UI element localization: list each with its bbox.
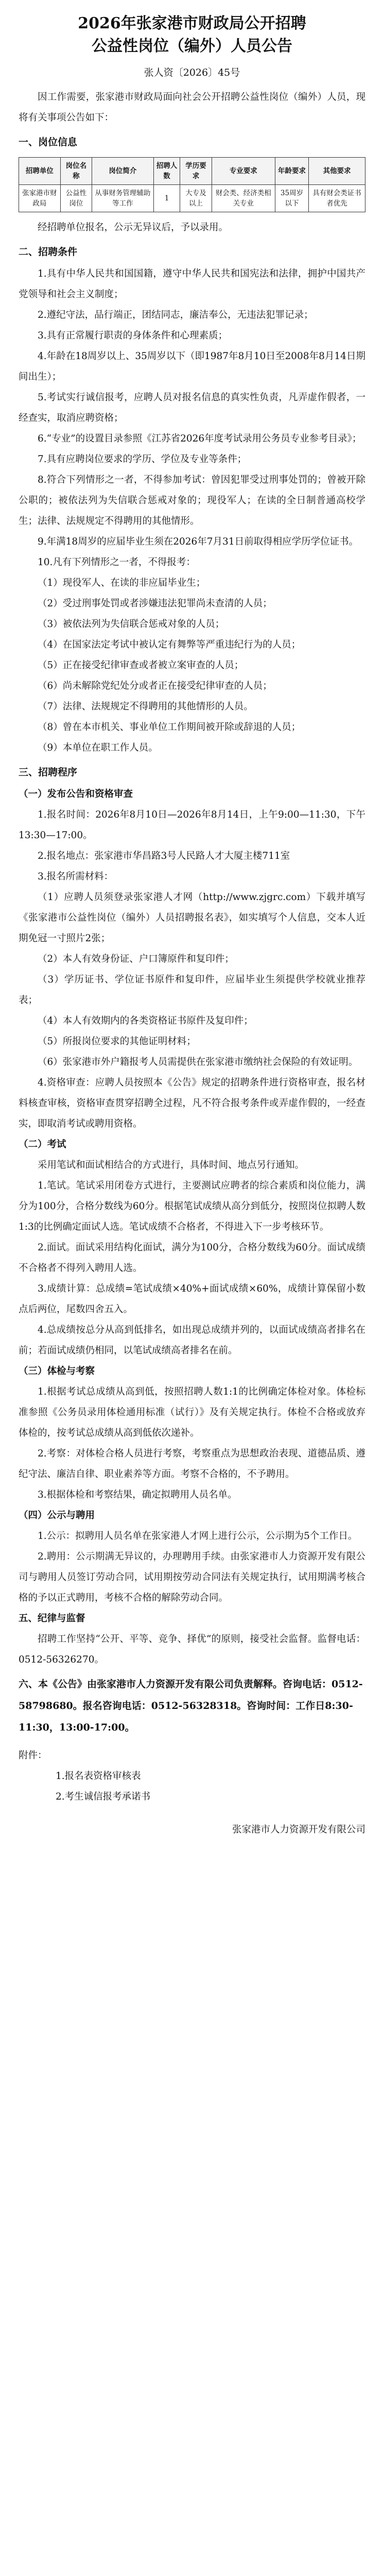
signature: 张家港市人力资源开发有限公司 — [232, 1824, 365, 1835]
subsection-heading: 五、纪律与监督 — [19, 1613, 85, 1624]
body-paragraph: （5）正在接受纪律审查或者被立案审查的人员； — [38, 660, 244, 671]
body-paragraph: 3.根据体检和考察结果，确定拟聘用人员名单。 — [38, 1489, 237, 1500]
table-cell: 张家港市财政局 — [19, 185, 61, 212]
attachments-label: 附件： — [19, 1750, 47, 1761]
body-paragraph: 2.考察：对体检合格人员进行考察，考察重点为思想政治表现、道德品质、遵纪守法、廉洁自律、职业素养等方面。考察不合格的，不予聘用。 — [19, 1448, 365, 1480]
body-paragraph: （2）本人有效身份证、户口簿原件和复印件； — [38, 954, 234, 964]
table-header-cell: 岗位简介 — [92, 158, 154, 185]
body-paragraph: 2.聘用：公示期满无异议的，办理聘用手续。由张家港市人力资源开发有限公司与聘用人员签订劳动合同，试用期按劳动合同法有关规定执行，试用期满考核合格的予以正式聘用，考核不合格的解除劳动合同。 — [19, 1551, 365, 1603]
subsection-heading: （四）公示与聘用 — [19, 1510, 95, 1521]
body-paragraph: 5.考试实行诚信报考，应聘人员对报名信息的真实性负责，凡弄虚作假者，一经查实，取消应聘资格； — [19, 392, 365, 423]
attachment-item: 1.报名表资格审核表 — [56, 1771, 141, 1782]
table-header-cell: 专业要求 — [212, 158, 275, 185]
body-paragraph: 4.总成绩按总分从高到低排名，如出现总成绩并列的，以面试成绩高者排名在前；若面试成绩仍相同，以笔试成绩高者排名在前。 — [19, 1325, 365, 1356]
title-line-1: 2026年张家港市财政局公开招聘 — [78, 14, 306, 32]
body-paragraph: （2）受过刑事处罚或者涉嫌违法犯罪尚未查清的人员； — [38, 598, 272, 609]
table-header-cell: 招聘人数 — [153, 158, 180, 185]
announcement-page — [19, 12, 365, 1840]
table-cell: 公益性岗位 — [60, 185, 92, 212]
subsection-heading: （一）发布公告和资格审查 — [19, 789, 133, 800]
section-heading: 一、岗位信息 — [19, 137, 78, 148]
body-paragraph: 招聘工作坚持“公开、平等、竞争、择优”的原则，接受社会监督。监督电话：0512-56326270。 — [19, 1634, 365, 1665]
body-paragraph: （5）所报岗位要求的其他证明材料； — [38, 1036, 196, 1047]
body-paragraph: 4.年龄在18周岁以上、35周岁以下（即1987年8月10日至2008年8月14日期间出生）； — [19, 351, 365, 382]
body-paragraph: （1）现役军人、在读的非应届毕业生； — [38, 578, 206, 588]
table-cell: 具有财会类证书者优先 — [309, 185, 365, 212]
attachment-item: 2.考生诚信报考承诺书 — [56, 1791, 151, 1802]
body-paragraph: 2.遵纪守法，品行端正，团结同志，廉洁奉公，无违法犯罪记录； — [38, 310, 313, 320]
table-cell: 从事财务管理辅助等工作 — [92, 185, 154, 212]
body-paragraph: （3）学历证书、学位证书原件和复印件，应届毕业生须提供学校就业推荐表； — [19, 974, 365, 1006]
attachments — [19, 1745, 365, 1807]
table-cell: 1 — [153, 185, 180, 212]
table-header-cell: 学历要求 — [180, 158, 212, 185]
table-cell: 财会类、经济类相关专业 — [212, 185, 275, 212]
table-header-cell: 岗位名称 — [60, 158, 92, 185]
section-heading: 二、招聘条件 — [19, 246, 78, 258]
body-paragraph: 采用笔试和面试相结合的方式进行，具体时间、地点另行通知。 — [38, 1160, 305, 1171]
attachment-list — [19, 1766, 365, 1807]
positions-table — [19, 157, 365, 212]
table-header-cell: 招聘单位 — [19, 158, 61, 185]
sections-container — [19, 131, 365, 1738]
body-paragraph: 8.符合下列情形之一者，不得参加考试：曾因犯罪受过刑事处罚的；曾被开除公职的；被依法列为失信联合惩戒对象的；现役军人；在读的全日制普通高校学生；法律、法规规定不得聘用的其他情形。 — [19, 474, 365, 527]
body-paragraph: 7.具有应聘岗位要求的学历、学位及专业等条件； — [38, 454, 247, 465]
table-header-row — [19, 158, 365, 185]
subsection-heading: （二）考试 — [19, 1139, 66, 1150]
section-heading: 三、招聘程序 — [19, 767, 78, 778]
title-line-2: 公益性岗位（编外）人员公告 — [92, 37, 292, 55]
table-row — [19, 185, 365, 212]
table-cell: 35周岁以下 — [275, 185, 309, 212]
body-paragraph: 1.具有中华人民共和国国籍，遵守中华人民共和国宪法和法律，拥护中国共产党领导和社会主义制度； — [19, 268, 365, 300]
body-paragraph: 2.报名地点：张家港市华昌路3号人民路人才大厦主楼711室 — [38, 851, 290, 861]
body-paragraph: 3.具有正常履行职责的身体条件和心理素质； — [38, 330, 228, 341]
body-paragraph: （4）本人有效期内的各类资格证书原件及复印件； — [38, 1015, 253, 1026]
body-paragraph: 1.报名时间：2026年8月10日—2026年8月14日，上午9:00—11:30，下午13:30—17:00。 — [19, 809, 365, 841]
body-paragraph: （6）张家港市外户籍报考人员需提供在张家港市缴纳社会保险的有效证明。 — [38, 1057, 358, 1067]
body-paragraph: 9.年满18周岁的应届毕业生须在2026年7月31日前取得相应学历学位证书。 — [38, 536, 359, 547]
body-paragraph: 经招聘单位报名，公示无异议后，予以录用。 — [38, 222, 229, 233]
body-paragraph: 2.面试。面试采用结构化面试，满分为100分，合格分数线为60分。面试成绩不合格者不得列入聘用人选。 — [19, 1242, 365, 1274]
body-paragraph: （6）尚未解除党纪处分或者正在接受纪律审查的人员； — [38, 681, 272, 691]
doc-number: 张人资〔2026〕45号 — [144, 67, 240, 78]
table-header-cell: 年龄要求 — [275, 158, 309, 185]
body-paragraph: 3.成绩计算：总成绩=笔试成绩×40%+面试成绩×60%，成绩计算保留小数点后两位，尾数四舍五入。 — [19, 1283, 365, 1315]
body-paragraph: （7）法律、法规规定不得聘用的其他情形的人员。 — [38, 701, 253, 712]
section-heading: 六、本《公告》由张家港市人力资源开发有限公司负责解释。咨询电话：0512-58798680。报名咨询电话：0512-56328318。咨询时间：工作日8:30-11:30，13:00-17:00。 — [19, 1679, 363, 1733]
table-cell: 大专及以上 — [180, 185, 212, 212]
body-paragraph: （8）曾在本市机关、事业单位工作期间被开除或辞退的人员； — [38, 722, 301, 733]
body-paragraph: 1.根据考试总成绩从高到低，按照招聘人数1:1的比例确定体检对象。体检标准参照《公务员录用体检通用标准（试行）》及有关规定执行。体检不合格或放弃体检的，按考试总成绩从高到低依次递补。 — [19, 1386, 365, 1438]
table-header-cell: 其他要求 — [309, 158, 365, 185]
body-paragraph: （4）在国家法定考试中被认定有舞弊等严重违纪行为的人员； — [38, 639, 301, 650]
intro-paragraph: 因工作需要，张家港市财政局面向社会公开招聘公益性岗位（编外）人员，现将有关事项公告如下： — [19, 92, 365, 123]
body-paragraph: 3.报名所需材料： — [38, 871, 114, 882]
body-paragraph: 6.“专业”的设置目录参照《江苏省2026年度考试录用公务员专业参考目录》； — [38, 433, 362, 444]
body-paragraph: （9）本单位在职工作人员。 — [38, 742, 158, 753]
body-paragraph: （1）应聘人员须登录张家港人才网（http://www.zjgrc.com）下载并填写《张家港市公益性岗位（编外）人员招聘报名表》，如实填写个人信息，交本人近期免冠一寸照片2张； — [19, 892, 365, 944]
body-paragraph: 10.凡有下列情形之一者，不得报考： — [38, 557, 196, 568]
body-paragraph: 1.公示：拟聘用人员名单在张家港人才网上进行公示，公示期为5个工作日。 — [38, 1531, 358, 1541]
body-paragraph: 4.资格审查：应聘人员按照本《公告》规定的招聘条件进行资格审查，报名材料核查审核，资格审查贯穿招聘全过程，凡不符合报考条件或弄虚作假的，一经查实，即取消考试或聘用资格。 — [19, 1077, 365, 1129]
body-paragraph: （3）被依法列为失信联合惩戒对象的人员； — [38, 619, 225, 630]
subsection-heading: （三）体检与考察 — [19, 1366, 95, 1377]
body-paragraph: 1.笔试。笔试采用闭卷方式进行，主要测试应聘者的综合素质和岗位能力，满分为100分，合格分数线为60分。根据笔试成绩从高分到低分，按照岗位拟聘人数1:3的比例确定面试人选。笔试成绩不合格者，不得进入下一步考核环节。 — [19, 1180, 365, 1232]
